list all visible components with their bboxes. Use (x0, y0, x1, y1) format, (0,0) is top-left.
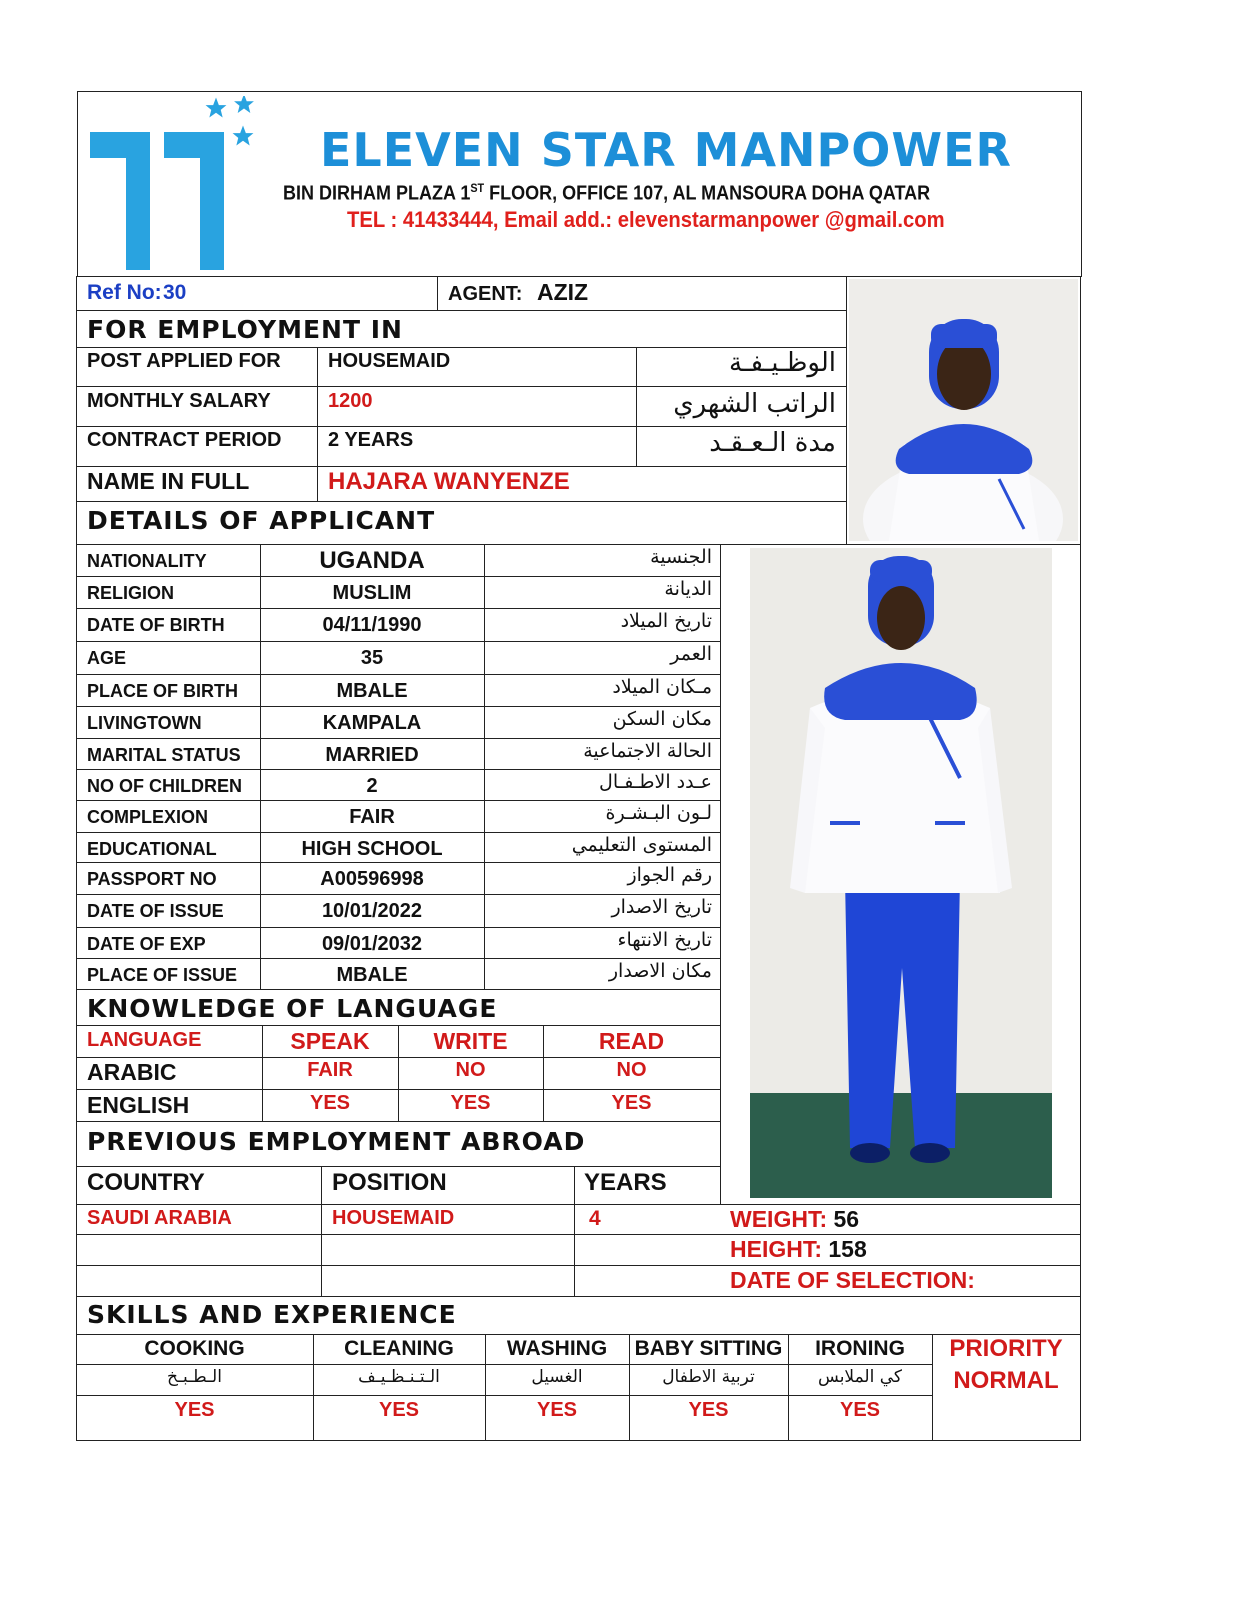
company-contact: TEL : 41433444, Email add.: elevenstarmanpower @gmail.com (347, 207, 945, 232)
details-row-line (76, 576, 720, 577)
detail-value: FAIR (349, 806, 395, 828)
details-row-line (76, 706, 720, 707)
detail-arabic: المستوى التعليمي (571, 834, 712, 856)
detail-value: MBALE (336, 680, 408, 702)
post-applied-arabic: الوظـيـفـة (728, 348, 836, 378)
weight-label: WEIGHT: (730, 1206, 828, 1232)
company-logo (86, 96, 266, 274)
date-of-selection-label: DATE OF SELECTION: (730, 1267, 975, 1293)
english-write: YES (450, 1092, 491, 1114)
post-applied-value: HOUSEMAID (328, 350, 451, 372)
detail-label: RELIGION (87, 583, 175, 603)
details-row-line (76, 832, 720, 833)
language-title: KNOWLEDGE OF LANGUAGE (87, 994, 498, 1023)
detail-arabic: مـكان الميلاد (612, 676, 712, 698)
detail-arabic: الجنسية (650, 546, 712, 568)
height-value: 158 (828, 1236, 867, 1262)
contract-period-value: 2 YEARS (328, 429, 414, 451)
details-row-line (76, 862, 720, 863)
detail-arabic: تاريخ الميلاد (620, 610, 712, 632)
country-header: COUNTRY (87, 1169, 205, 1196)
read-header: READ (598, 1028, 665, 1054)
language-arabic: ARABIC (87, 1059, 177, 1085)
detail-value: 04/11/1990 (322, 614, 422, 636)
detail-label: PLACE OF BIRTH (87, 681, 238, 701)
portrait-photo (849, 279, 1078, 541)
position-header: POSITION (332, 1169, 447, 1196)
priority-value: NORMAL (953, 1367, 1059, 1394)
previous-position: HOUSEMAID (332, 1207, 455, 1229)
detail-label: MARITAL STATUS (87, 745, 241, 765)
write-header: WRITE (433, 1028, 508, 1054)
detail-value: MUSLIM (332, 582, 412, 604)
skill-name: CLEANING (344, 1337, 454, 1360)
detail-arabic: رقم الجواز (627, 864, 712, 886)
agent-label: AGENT: (448, 283, 523, 305)
detail-arabic: الديانة (664, 578, 712, 600)
post-applied-label: POST APPLIED FOR (87, 350, 281, 372)
monthly-salary-label: MONTHLY SALARY (87, 390, 271, 412)
details-row-line (76, 989, 720, 990)
detail-label: DATE OF ISSUE (87, 901, 224, 921)
previous-title: PREVIOUS EMPLOYMENT ABROAD (87, 1127, 586, 1156)
previous-years: 4 (589, 1207, 601, 1230)
skill-arabic: الغسيل (531, 1367, 583, 1387)
skill-value: YES (688, 1399, 729, 1421)
detail-label: NO OF CHILDREN (87, 776, 242, 796)
full-body-photo (750, 548, 1052, 1198)
details-row-line (76, 769, 720, 770)
detail-label: PLACE OF ISSUE (87, 965, 238, 985)
details-row-line (76, 608, 720, 609)
skill-arabic: الـتـنـظـيـف (358, 1367, 440, 1387)
years-header: YEARS (584, 1169, 667, 1196)
skill-name: IRONING (815, 1337, 905, 1360)
contract-period-label: CONTRACT PERIOD (87, 429, 282, 451)
details-row-line (76, 958, 720, 959)
previous-country: SAUDI ARABIA (87, 1207, 232, 1229)
skill-value: YES (536, 1399, 578, 1421)
detail-arabic: تاريخ الاصدار (611, 896, 712, 918)
table-left-border (76, 276, 77, 1441)
height-label: HEIGHT: (730, 1236, 822, 1262)
detail-value: KAMPALA (322, 712, 422, 734)
details-row-line (76, 800, 720, 801)
detail-label: AGE (87, 648, 127, 668)
detail-arabic: عـدد الاطـفـال (599, 771, 712, 793)
detail-arabic: لـون البـشـرة (605, 802, 712, 824)
skill-arabic: الـطـبـخ (167, 1367, 222, 1387)
detail-arabic: مكان الاصدار (608, 960, 712, 982)
detail-label: LIVINGTOWN (87, 713, 202, 733)
detail-label: PASSPORT NO (87, 869, 217, 889)
height (730, 1238, 867, 1261)
name-in-full-label: NAME IN FULL (87, 468, 250, 494)
details-row-line (76, 641, 720, 642)
detail-label: COMPLEXION (87, 807, 209, 827)
weight (730, 1208, 859, 1231)
detail-arabic: مكان السكن (612, 708, 712, 730)
detail-value: MARRIED (325, 744, 419, 766)
skill-name: BABY SITTING (634, 1337, 783, 1360)
skill-arabic: كي الملابس (818, 1367, 902, 1387)
detail-value: UGANDA (319, 547, 425, 574)
skill-name: WASHING (506, 1337, 608, 1360)
name-in-full-value: HAJARA WANYENZE (328, 468, 570, 495)
detail-label: DATE OF BIRTH (87, 615, 225, 635)
detail-label: DATE OF EXP (87, 934, 206, 954)
ref-value: 30 (163, 281, 187, 304)
english-speak: YES (309, 1092, 351, 1114)
detail-value: 09/01/2032 (321, 933, 423, 955)
detail-label: NATIONALITY (87, 551, 207, 571)
language-header: LANGUAGE (87, 1029, 202, 1051)
detail-value: 35 (360, 647, 384, 669)
language-english: ENGLISH (87, 1092, 190, 1118)
skill-value: YES (839, 1399, 881, 1421)
detail-value: 10/01/2022 (321, 900, 423, 922)
monthly-salary-arabic: الراتب الشهري (673, 389, 836, 419)
skill-value: YES (378, 1399, 420, 1421)
agent-value: AZIZ (537, 279, 589, 305)
monthly-salary-value: 1200 (328, 390, 373, 412)
detail-value: A00596998 (320, 868, 424, 890)
skill-value: YES (174, 1399, 215, 1421)
skill-name: COOKING (144, 1337, 245, 1360)
contract-period-arabic: مدة الـعـقـد (709, 428, 836, 458)
weight-value: 56 (833, 1206, 860, 1232)
detail-value: MBALE (336, 964, 408, 986)
arabic-write: NO (455, 1059, 486, 1081)
table-right-border (1080, 276, 1081, 1441)
detail-arabic: العمر (670, 643, 712, 665)
priority-label: PRIORITY (949, 1335, 1063, 1362)
detail-value: HIGH SCHOOL (301, 838, 443, 860)
details-row-line (76, 738, 720, 739)
detail-value: 2 (366, 775, 378, 797)
company-name: ELEVEN STAR MANPOWER (320, 123, 1012, 177)
details-row-line (76, 894, 720, 895)
skills-title: SKILLS AND EXPERIENCE (87, 1300, 457, 1329)
employment-title: FOR EMPLOYMENT IN (87, 315, 403, 344)
ref-label: Ref No: (87, 281, 162, 304)
skill-arabic: تربية الاطفال (662, 1367, 755, 1387)
speak-header: SPEAK (290, 1028, 370, 1054)
detail-arabic: تاريخ الانتهاء (617, 929, 712, 951)
company-address: BIN DIRHAM PLAZA 1ST FLOOR, OFFICE 107, AL MANSOURA DOHA QATAR (283, 181, 931, 205)
arabic-read: NO (616, 1059, 647, 1081)
detail-arabic: الحالة الاجتماعية (583, 740, 712, 762)
details-title: DETAILS OF APPLICANT (87, 506, 436, 535)
arabic-speak: FAIR (307, 1059, 353, 1081)
english-read: YES (611, 1092, 652, 1114)
details-row-line (76, 927, 720, 928)
detail-label: EDUCATIONAL (87, 839, 217, 859)
details-row-line (76, 674, 720, 675)
